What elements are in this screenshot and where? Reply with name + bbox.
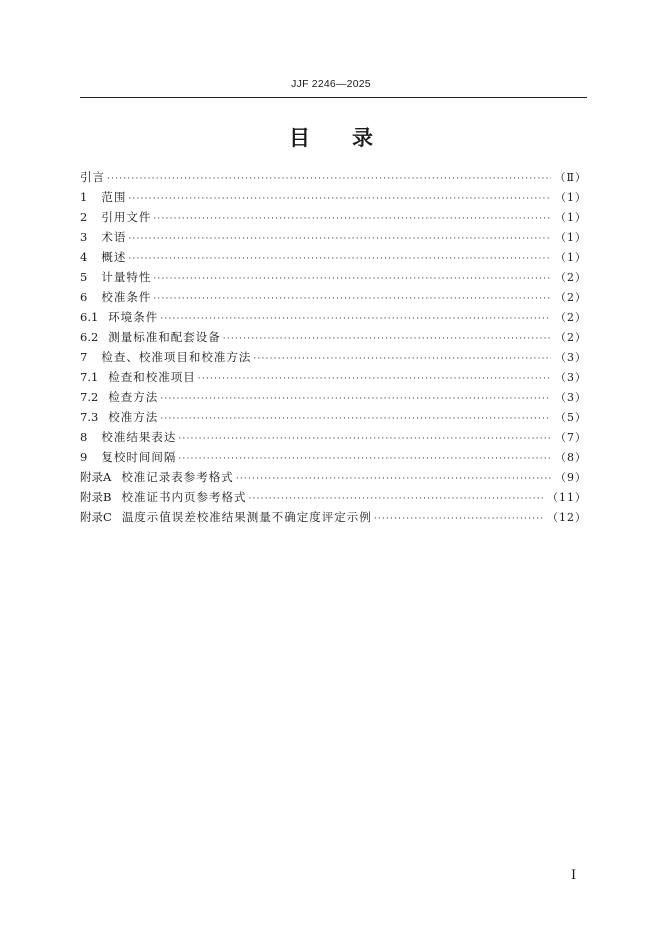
toc-entry-page: （2） (555, 331, 587, 344)
dot-leader (223, 329, 551, 349)
dot-leader (153, 289, 551, 309)
toc-entry-number: 7.2 (80, 390, 99, 404)
toc-entry[interactable] (80, 267, 587, 287)
toc-entry-number: 6 (80, 290, 88, 304)
toc-entry-title: 校准记录表参考格式 (121, 470, 234, 484)
toc-entry-title: 概述 (101, 250, 127, 264)
toc-entry-number: 4 (80, 250, 88, 264)
toc-entry-page: （2） (555, 291, 587, 304)
standard-code: JJF 2246—2025 (291, 78, 371, 90)
toc-entry-number: 9 (80, 450, 88, 464)
toc-entry[interactable] (80, 187, 587, 207)
toc-entry[interactable] (80, 307, 587, 327)
toc-entry-title: 术语 (101, 230, 127, 244)
dot-leader (153, 269, 551, 289)
dot-leader (160, 309, 551, 329)
toc-entry-title: 校准证书内页参考格式 (121, 490, 247, 504)
toc-entry-title: 检查和校准项目 (108, 370, 196, 384)
toc-entry-label (80, 407, 158, 427)
toc-entry-title: 检查、校准项目和校准方法 (101, 350, 252, 364)
toc-entry-number: 8 (80, 430, 88, 444)
toc-entry-label (80, 307, 158, 327)
toc-entry-title: 温度示值误差校准结果测量不确定度评定示例 (121, 510, 372, 524)
toc-entry[interactable] (80, 407, 587, 427)
toc-entry-page: （5） (555, 411, 587, 424)
toc-entry[interactable] (80, 447, 587, 467)
toc-entry-title: 检查方法 (108, 390, 159, 404)
toc-entry-label (80, 207, 151, 227)
toc-entry-label (80, 387, 158, 407)
toc-entry-number: 附录B (80, 490, 112, 504)
toc-entry-page: （1） (555, 211, 587, 224)
toc-entry[interactable] (80, 227, 587, 247)
toc-entry-number: 1 (80, 190, 88, 204)
toc-entry-number: 3 (80, 230, 88, 244)
toc-entry-number: 7 (80, 350, 88, 364)
toc-entry-label (80, 347, 251, 367)
toc-entry-label (80, 247, 126, 267)
toc-entry-title: 计量特性 (101, 270, 152, 284)
toc-entry-title: 复校时间间隔 (101, 450, 177, 464)
toc-entry[interactable] (80, 507, 587, 527)
toc-entry[interactable] (80, 387, 587, 407)
dot-leader (128, 249, 551, 269)
toc-entry-page: （2） (555, 271, 587, 284)
toc-entry-page: （2） (555, 311, 587, 324)
toc-entry[interactable] (80, 167, 587, 187)
page-number: Ⅰ (571, 868, 577, 883)
toc-entry-number: 6.2 (80, 330, 99, 344)
toc-entry-page: （12） (547, 511, 587, 524)
toc-title: 目录 (289, 125, 415, 150)
toc-entry-title: 引言 (80, 170, 105, 184)
toc-entry[interactable] (80, 427, 587, 447)
toc-entry[interactable] (80, 247, 587, 267)
toc-entry-title: 范围 (101, 190, 127, 204)
toc-entry-page: （1） (555, 191, 587, 204)
toc-entry-page: （7） (555, 431, 587, 444)
toc-entry[interactable] (80, 367, 587, 387)
toc-entry-title: 引用文件 (101, 210, 152, 224)
toc-entry-number: 7.3 (80, 410, 99, 424)
dot-leader (160, 409, 551, 429)
toc-entry-page: （3） (555, 351, 587, 364)
header-rule (80, 97, 587, 98)
toc-entry-label (80, 467, 234, 487)
toc-entry[interactable] (80, 207, 587, 227)
toc-entry-label (80, 287, 151, 307)
toc-entry-page: （3） (555, 391, 587, 404)
toc-entry-label (80, 507, 372, 527)
toc-entry-title: 校准方法 (108, 410, 159, 424)
toc-entry-page: （1） (555, 251, 587, 264)
toc-entry-label (80, 427, 176, 447)
toc-entry[interactable] (80, 347, 587, 367)
toc-entry-title: 校准结果表达 (101, 430, 177, 444)
toc-entry-page: （1） (555, 231, 587, 244)
dot-leader (160, 389, 551, 409)
toc-entry-label (80, 267, 151, 287)
toc-entry-title: 环境条件 (108, 310, 159, 324)
toc-entry-number: 6.1 (80, 310, 99, 324)
dot-leader (128, 229, 551, 249)
toc-entry-number: 2 (80, 210, 88, 224)
toc-entry[interactable] (80, 487, 587, 507)
dot-leader (248, 489, 543, 509)
toc-entry-label (80, 487, 246, 507)
toc-entry-title: 校准条件 (101, 290, 152, 304)
toc-entry-number: 附录C (80, 510, 112, 524)
toc-entry-label (80, 367, 196, 387)
toc-entry-label (80, 327, 221, 347)
toc-entry-label (80, 227, 126, 247)
toc-entry-label (80, 167, 105, 187)
toc-entry-page: （3） (555, 371, 587, 384)
dot-leader (178, 429, 551, 449)
toc-entry-page: （Ⅱ） (554, 171, 587, 184)
dot-leader (374, 509, 543, 529)
dot-leader (236, 469, 551, 489)
toc-entry-page: （11） (547, 491, 587, 504)
dot-leader (107, 169, 551, 189)
toc-entry-number: 附录A (80, 470, 112, 484)
dot-leader (253, 349, 551, 369)
dot-leader (198, 369, 551, 389)
toc-entry-page: （9） (555, 471, 587, 484)
toc-entry[interactable] (80, 327, 587, 347)
toc-entry-page: （8） (555, 451, 587, 464)
toc-entry[interactable] (80, 287, 587, 307)
dot-leader (153, 209, 551, 229)
toc-entry-label (80, 187, 126, 207)
toc-entry-label (80, 447, 176, 467)
toc-entry-title: 测量标准和配套设备 (108, 330, 221, 344)
toc-entry-number: 5 (80, 270, 88, 284)
dot-leader (128, 189, 551, 209)
toc-list (80, 167, 587, 527)
toc-entry-number: 7.1 (80, 370, 99, 384)
toc-entry[interactable] (80, 467, 587, 487)
dot-leader (178, 449, 551, 469)
